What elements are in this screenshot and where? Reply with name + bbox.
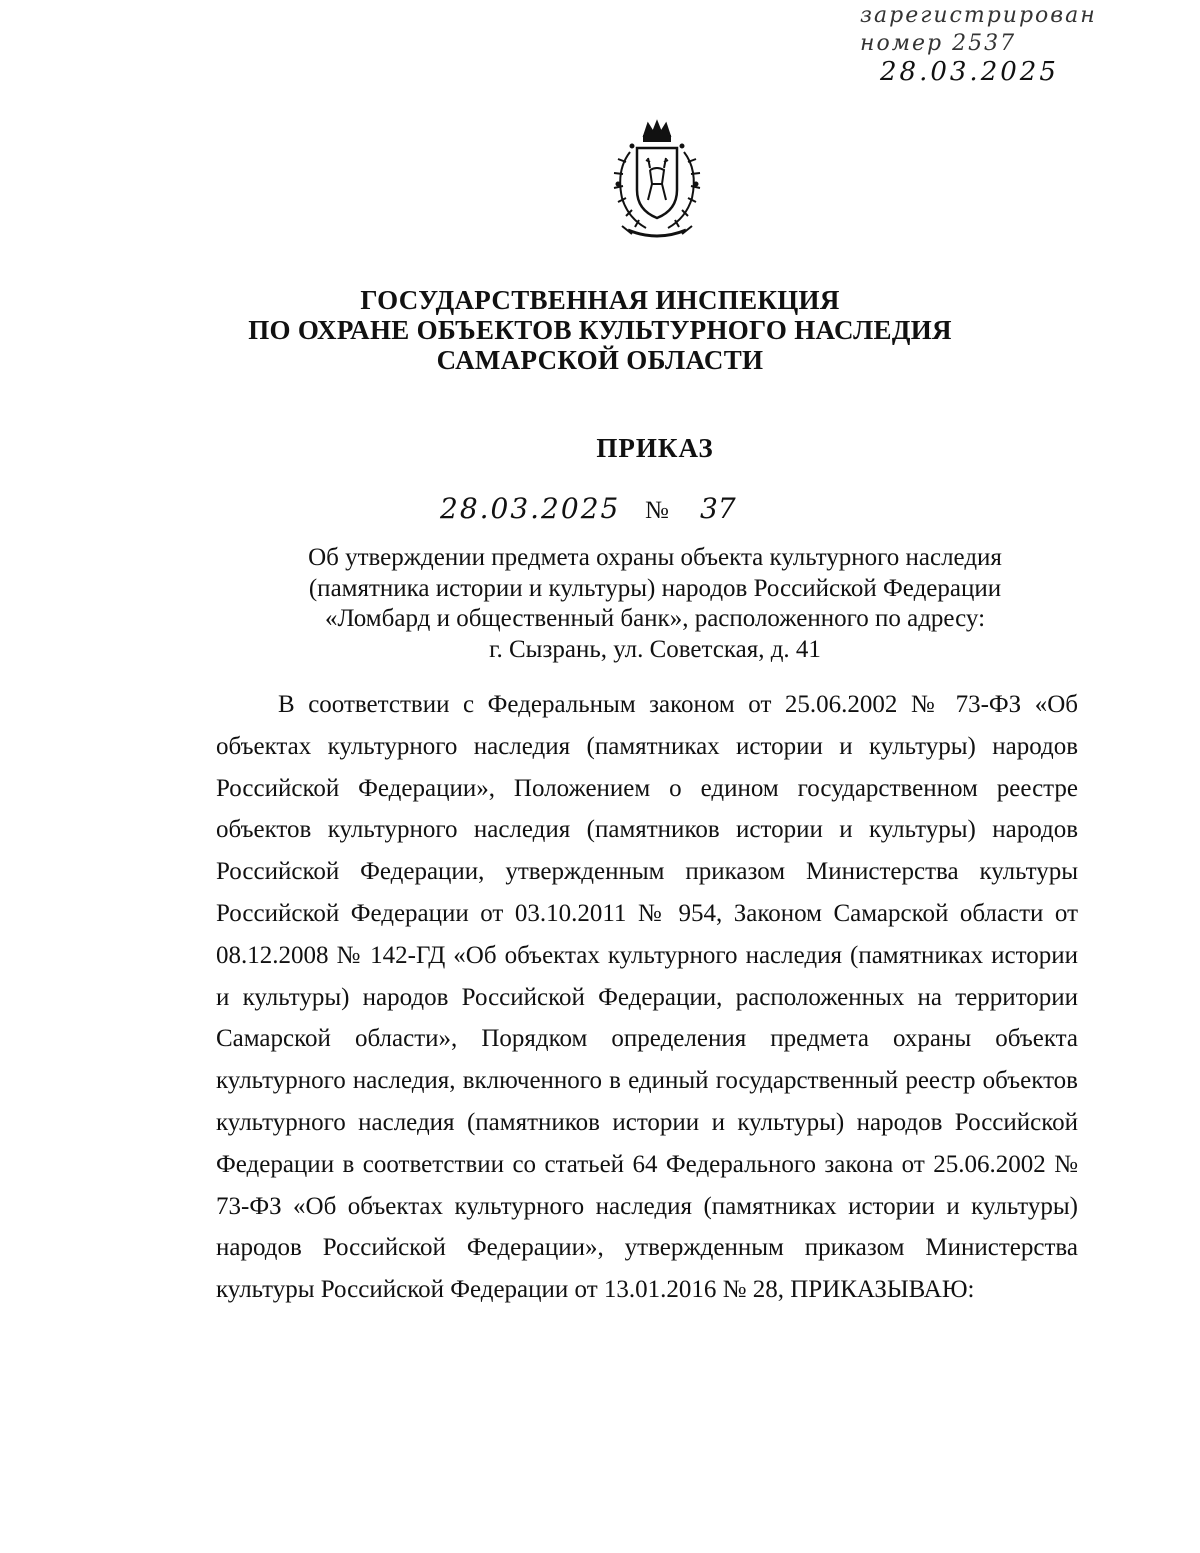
document-number: 37 [700, 492, 736, 525]
organization-line-2: ПО ОХРАНЕ ОБЪЕКТОВ КУЛЬТУРНОГО НАСЛЕДИЯ [248, 315, 952, 345]
document-type: ПРИКАЗ [596, 433, 714, 463]
organization-line-3: САМАРСКОЙ ОБЛАСТИ [436, 345, 764, 375]
registration-number: номер 2537 [860, 31, 1017, 56]
document-subject [0, 543, 1200, 665]
subject-line-4: г. Сызрань, ул. Советская, д. 41 [489, 635, 821, 663]
body-paragraph: В соответствии с Федеральным законом от 25.06.2002 № 73-ФЗ «Об объектах культурного наследия (памятниках истории и культуры) народов Российской Федерации», Положением о едином государственном реестре объектов культурного наследия (памятников истории и культуры) народов Российской Федерации, утвержденным приказом Министерства культуры Российской Федерации от 03.10.2011 № 954, Законом Самарской области от 08.12.2008 № 142-ГД «Об объектах культурного наследия (памятниках истории и культуры) народов Российской Федерации, расположенных на территории Самарской области», Порядком определения предмета охраны объекта культурного наследия, включенного в единый государственный реестр объектов культурного наследия (памятников истории и культуры) народов Российской Федерации в соответствии со статьей 64 Федерального закона от 25.06.2002 № 73-ФЗ «Об объектах культурного наследия (памятниках истории и культуры) народов Российской Федерации», утвержденным приказом Министерства культуры Российской Федерации от 13.01.2016 № 28, ПРИКАЗЫВАЮ: [216, 691, 1078, 1304]
subject-line-3: «Ломбард и общественный банк», расположенного по адресу: [324, 605, 986, 632]
organization-line-1: ГОСУДАРСТВЕННАЯ ИНСПЕКЦИЯ [360, 285, 840, 315]
organization-name [0, 285, 1200, 375]
subject-line-2: (памятника истории и культуры) народов Российской Федерации [308, 574, 1002, 602]
registration-stamp [860, 2, 1180, 86]
registration-label: зарегистрирован [860, 3, 1097, 28]
subject-line-1: Об утверждении предмета охраны объекта культурного наследия [308, 544, 1002, 571]
registration-date: 28.03.2025 [880, 57, 1059, 87]
document-date: 28.03.2025 [440, 492, 621, 525]
coat-of-arms-graphic [592, 118, 722, 248]
document-body [216, 684, 1078, 1311]
document-number-sign: № [645, 497, 669, 524]
coat-of-arms-icon [592, 118, 722, 248]
